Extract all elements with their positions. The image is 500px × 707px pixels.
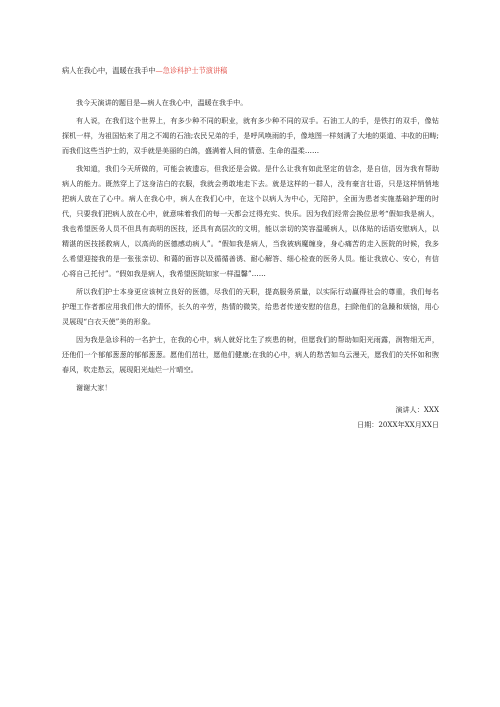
document-page (62, 66, 439, 432)
paragraph-1: 我今天演讲的题目是—病人在我心中，温暖在我手中。 (76, 98, 248, 107)
paragraph-4: 所以我们护士本身更应该树立良好的医德，尽我们的天职，提高服务质量，以实际行动赢得社会的尊重，我们每名护理工作者都应用我们伟大的情怀，长久的辛劳，热情的微笑，给患者传递安慰的信息，扫除他们的急躁和烦恼，用心灵展现“白衣天使”美的形象。 (62, 287, 439, 326)
date-line: 日期：20XX年XX月XX日 (357, 420, 439, 429)
thanks-line: 谢谢大家！ (76, 383, 112, 392)
speaker-line: 演讲人：XXX (395, 405, 439, 414)
paragraph-3: 我知道，我们今天所做的，可能会被遗忘，但我还是会做。是什么让我有如此坚定的信念，是自信，因为我有帮助病人的能力。既然穿上了这身洁白的衣服，我就会勇敢地走下去。就是这样的一群人，没有豪言壮语，只是这样悄悄地把病人放在了心中。病人在我心中，病人在我们心中，在这个以病人为中心，无陪护，全面为患者实施基础护理的时代，只要我们把病人放在心中，就意味着我们的每一天都会过得充实、快乐。因为我们经常会换位思考“假如我是病人，我也希望医务人员不但具有高明的医技，还具有高层次的文明，能以亲切的笑容温暖病人，以体贴的话语安慰病人，以精湛的医技拯救病人，以高尚的医德感动病人”。“假如我是病人，当我被病魔缠身，身心痛苦的走入医院的时候，我多么希望迎接我的是一张张亲切、和蔼的面容以及循循善诱、耐心解答、细心检查的医务人员。能让我放心、安心，有信心将自己托付”。“假如我是病人，我希望医院如家一样温馨”…… (62, 164, 439, 278)
paragraph-5: 因为我是急诊科的一名护士，在我的心中，病人就好比生了疾患的树，但愿我们的帮助如阳光雨露，润物细无声，还他们一个郁郁葱葱的郁郁葱葱。愿他们茁壮，愿他们健康;在我的心中，病人的愁苦如乌云漫天，愿我们的关怀如和煦春风，吹走愁云，展现阳光灿烂一片晴空。 (62, 335, 439, 374)
paragraph-2: 有人说，在我们这个世界上，有多少种不同的职业，就有多少种不同的双手。石油工人的手，是铁打的双手，像钻探机一样，为祖国钻来了用之不竭的石油;农民兄弟的手，是呼风唤雨的手，像地图一样刻满了大地的渠道、丰收的田畴;而我们这些当护士的，双手就是美丽的白鸽，盛满着人间的情意、生命的温柔…… (62, 116, 439, 155)
title-accent: —急诊科护士节演讲稿 (155, 66, 228, 75)
title-main: 病人在我心中，温暖在我手中 (62, 66, 156, 75)
document-title (62, 66, 439, 76)
